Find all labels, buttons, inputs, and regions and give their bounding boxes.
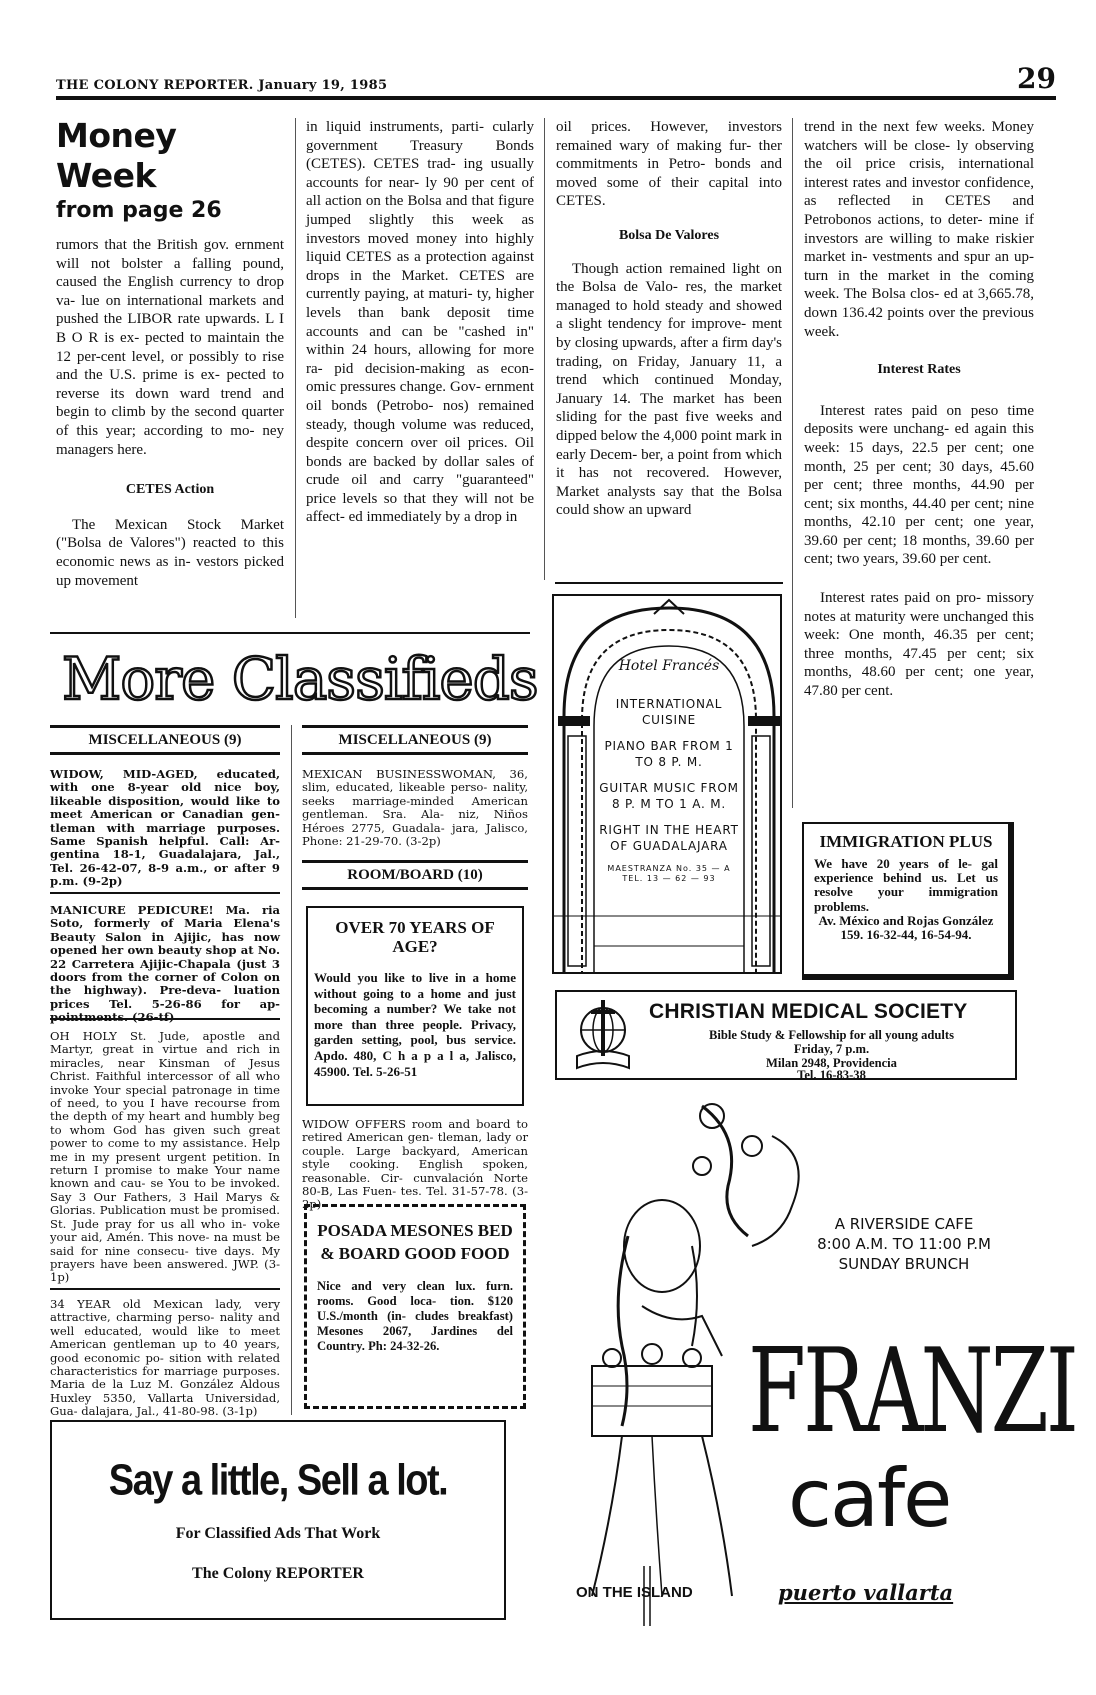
franzi-location: ON THE ISLAND <box>576 1584 693 1601</box>
masthead-title: THE COLONY REPORTER. January 19, 1985 <box>56 78 388 93</box>
category-header-room-board: ROOM/BOARD (10) <box>302 860 528 890</box>
immigration-plus-ad <box>802 822 1014 980</box>
immigration-ad-text: We have 20 years of le- gal experience behind us. Let us resolve your immigration problems. <box>814 856 998 914</box>
section-heading-interest: Interest Rates <box>877 362 961 378</box>
globe-cross-icon <box>563 996 643 1076</box>
christian-medical-society-ad <box>555 990 1017 1080</box>
franzi-line: A RIVERSIDE CAFE <box>834 1215 974 1233</box>
box-ad-heading: POSADA MESONES BED & BOARD GOOD FOOD <box>317 1221 513 1263</box>
franzi-info <box>794 1214 1014 1274</box>
hotel-ad-line: GUITAR MUSIC FROM 8 P. M TO 1 A. M. <box>599 781 739 811</box>
article-column-2 <box>306 118 534 527</box>
column-divider <box>295 118 296 618</box>
masthead-rule <box>56 96 1056 100</box>
cms-line: Friday, 7 p.m. <box>793 1042 870 1056</box>
house-ad-tagline: For Classified Ads That Work <box>175 1525 381 1542</box>
hotel-ad-line: PIANO BAR FROM 1 TO 8 P. M. <box>604 739 734 769</box>
section-heading-bolsa: Bolsa De Valores <box>618 227 720 243</box>
section-heading-cetes: CETES Action <box>125 482 215 498</box>
hotel-ad-line: INTERNATIONAL CUISINE <box>615 697 723 727</box>
article-paragraph: rumors that the British gov. ernment will not bolster a falling pound, caused the English currency to drop va- lue on international markets and pushed the LIBOR rate upwards. L I B O R is ex- pected to maintain the 12 per-cent level, or possibly to rise and the U.S. prime is ex- pected to reverse its down ward trend and begin to climb by the second quarter of this year; according to mo- ney managers here. <box>56 237 284 458</box>
franzi-line: SUNDAY BRUNCH <box>838 1255 970 1273</box>
article-paragraph: Interest rates paid on pro- missory notes at maturity were unchanged this week: One month, 46.35 per cent; three months, 47.45 per cent; six months, 48.60 per cent; one year, 47.80 per cent. <box>804 590 1034 700</box>
article-column-4 <box>804 118 1034 701</box>
ad-separator <box>50 1288 280 1290</box>
hotel-name: Hotel Francés <box>618 658 720 674</box>
franzi-city: puerto vallarta <box>778 1580 954 1605</box>
masthead <box>56 62 1056 104</box>
section-rule <box>50 632 530 634</box>
category-header-misc-mid: MISCELLANEOUS (9) <box>302 725 528 755</box>
article-column-3 <box>556 118 782 520</box>
immigration-ad-address: Av. México and Rojas González 159. 16-32-44, 16-54-94. <box>818 912 994 943</box>
hotel-ad-line: RIGHT IN THE HEART OF GUADALAJARA <box>599 823 739 853</box>
article-paragraph: in liquid instruments, parti- cularly government Treasury Bonds (CETES). CETES trad- ing usually accounts for near- ly 90 per cent of all action on the Bolsa and that figure jumped slightly this week as investors moved money into highly liquid CETES as a protection against drops in the Market. CETES are currently paying, at maturi- ty, higher levels than bank deposit time accounts and can be "cashed in" within 24 hours, allowing for more ra- pid decision-making as econ- omic pressures change. Gov- ernment oil bonds (Petrobo- nos) remained steady, though volume was reduced, despite concern over oil prices. Oil bonds are backed by dollar sales of crude oil and carry "guaranteed" price levels so that they will not be affect- ed immediately by a drop in <box>306 119 534 526</box>
immigration-ad-body <box>814 857 998 942</box>
cms-line: Tel. 16-83-38 <box>797 1068 866 1082</box>
column-divider <box>792 118 793 808</box>
classified-ad-businesswoman: MEXICAN BUSINESSWOMAN, 36, slim, educated, likeable perso- nality, seeks marriage-minded American gentleman. Sra. Ala- niz, Niños Héroes 2775, Guadala- jara, Jalisco, Phone: 21-29-70. (3-2p) <box>302 767 528 849</box>
classified-ad-manicure: MANICURE PEDICURE! Ma. ria Soto, formerly of Maria Elena's Beauty Salon in Ajijic, has now opened her own beauty shop at No. 22 Carretera Ajijic-Chapala (just 3 doors from the corner of Colon on the highway). Pre-deva- luation prices Tel. 5-26-86 for ap- <box>50 903 280 1011</box>
article-headline: Money Week <box>56 116 177 195</box>
classifieds-title: More Classifieds <box>62 645 538 713</box>
franzi-cafe-word: cafe <box>788 1452 951 1545</box>
hotel-frances-ad <box>552 594 782 974</box>
franzi-cafe-ad <box>552 1096 1076 1626</box>
immigration-ad-heading: IMMIGRATION PLUS <box>819 832 993 851</box>
article-paragraph: Though action remained light on the Bolsa de Valo- res, the market managed to hold steady and showed a slight tendency for improve- ment by closing upwards, after a firm day's trading, on Friday, January 11, a trend which continued Monday, January 14. The market has been sliding for the past five weeks and dipped below the 4,000 point mark in early Decem- ber, a point from which it has not recovered. However, Market analysts say that the Bolsa could show an upward <box>556 260 782 519</box>
article-paragraph: trend in the next few weeks. Money watchers will be close- ly observing the oil price crisis, international interest rates and investor confidence, as reflected in CETES and Petrobonos actions, to deter- mine if investors are willing to make riskier market in- vestments and spur an up- turn in the market in the coming week. The Bolsa clos- ed at 3,665.78, down 136.42 points over the previous week. <box>804 119 1034 340</box>
box-ad-over-70 <box>306 906 524 1106</box>
ad-separator <box>50 1018 280 1020</box>
ad-separator <box>50 892 280 894</box>
franzi-logo: FRANZI <box>748 1324 1076 1459</box>
classified-ad-widow-offers: WIDOW OFFERS room and board to retired American gen- tleman, lady or couple. Large backyard, American style cooking. English spoken, reasonable. Cir- cunvalación Norte 80-B, Las Fuen- tes. Tel. 31-57-78. (3-2p) <box>302 1117 528 1212</box>
article-column-1 <box>56 116 284 590</box>
section-rule <box>555 582 783 584</box>
classified-ad-st-jude: OH HOLY St. Jude, apostle and Martyr, great in virtue and rich in miracles, near Kinsman of Jesus Christ. Faithful intercessor of all who invoke Your special patronage in time of need, to you I have recourse from the depth of my heart and humbly beg to whom God has given such great power to come to my assistance. Help me in my present urgent petition. In return I promise to make Your name known and cau- se You to be invoked. Say 3 Our Fathers, 3 Hail Marys & Glorias. Publication must be promised. St. Jude pray for us all who in- voke your aid, Amén. This nove- na must be said for nine consecu- tive days. My prayers have been answered. JWP. (3-1p) <box>50 1029 280 1285</box>
house-ad-publication: The Colony REPORTER <box>192 1565 364 1582</box>
box-ad-heading: OVER 70 YEARS OF AGE? <box>335 918 495 956</box>
cms-line: Milan 2948, Providencia <box>766 1056 897 1070</box>
house-ad-headline: Say a little, Sell a lot. <box>108 1456 448 1506</box>
hotel-phone: TEL. 13 — 62 — 93 <box>622 874 716 883</box>
classified-ad-widow: WIDOW, MID-AGED, educated, with one 8-year old nice boy, likeable disposition, would like to meet American or Canadian gen- tleman with marriage purposes. Same Spanish helpful. Call: Ar- gentina 18-1, Guadalajara, Jal., Tel. 26-42-07, 8-9 a.m., or after 9 p.m. (9-2p) <box>50 767 280 889</box>
hotel-address: MAESTRANZA No. 35 — A <box>607 864 731 873</box>
box-ad-posada-mesones <box>304 1204 526 1409</box>
column-divider <box>544 118 545 580</box>
box-ad-body: Would you like to live in a home without going to a home and just becoming a number? We take not more than three people. Privacy, garden setting, pool, bus service. Apdo. 480, C h a p a l a, Jalisco, 45900. Tel. 5-26-51 <box>314 970 516 1079</box>
article-subhead: from page 26 <box>56 198 222 223</box>
classified-ad-mexican-lady: 34 YEAR old Mexican lady, very attractive, charming perso- nality and well educated, would like to meet American gentleman up to 40 years, good economic po- sition with related characteristics for marriage purposes. Maria de la Luz M. González Aldous Huxley 5350, Vallarta Universidad, Gua- dalajara, Jal., 41-80-98. (3-1p) <box>50 1297 280 1419</box>
category-header-misc-left: MISCELLANEOUS (9) <box>50 725 280 755</box>
article-paragraph: The Mexican Stock Market ("Bolsa de Valores") reacted to this economic news as in- vestors picked up movement <box>56 516 284 589</box>
article-paragraph: Interest rates paid on peso time deposits were unchang- ed again this week: 15 days, 22.5 per cent; one month, 25 per cent; 30 days, 45.60 per cent; three months, 44.90 per cent; six months, 44.40 per cent; nine months, 42.10 per cent; one year, 39.60 per cent; 18 months, 39.60 per cent; two years, 39.60 per cent. <box>804 402 1034 568</box>
cms-line: Bible Study & Fellowship for all young adults <box>708 1028 955 1042</box>
article-paragraph: oil prices. However, investors remained wary of making fur- ther commitments in Petro- bonds and moved some of their capital into CETES. <box>556 119 782 210</box>
house-ad-say-a-little <box>50 1420 506 1620</box>
box-ad-body: Nice and very clean lux. furn. rooms. Good loca- tion. $120 U.S./month (in- cludes breakfast) Mesones 2067, Jardines del Country. Ph: 24-32-26. <box>317 1279 513 1353</box>
column-divider <box>291 725 292 1415</box>
franzi-line: 8:00 A.M. TO 11:00 P.M <box>817 1235 991 1253</box>
page-number: 29 <box>1017 62 1056 95</box>
cms-title: CHRISTIAN MEDICAL SOCIETY <box>649 1000 968 1023</box>
hotel-ad-text <box>594 658 744 884</box>
